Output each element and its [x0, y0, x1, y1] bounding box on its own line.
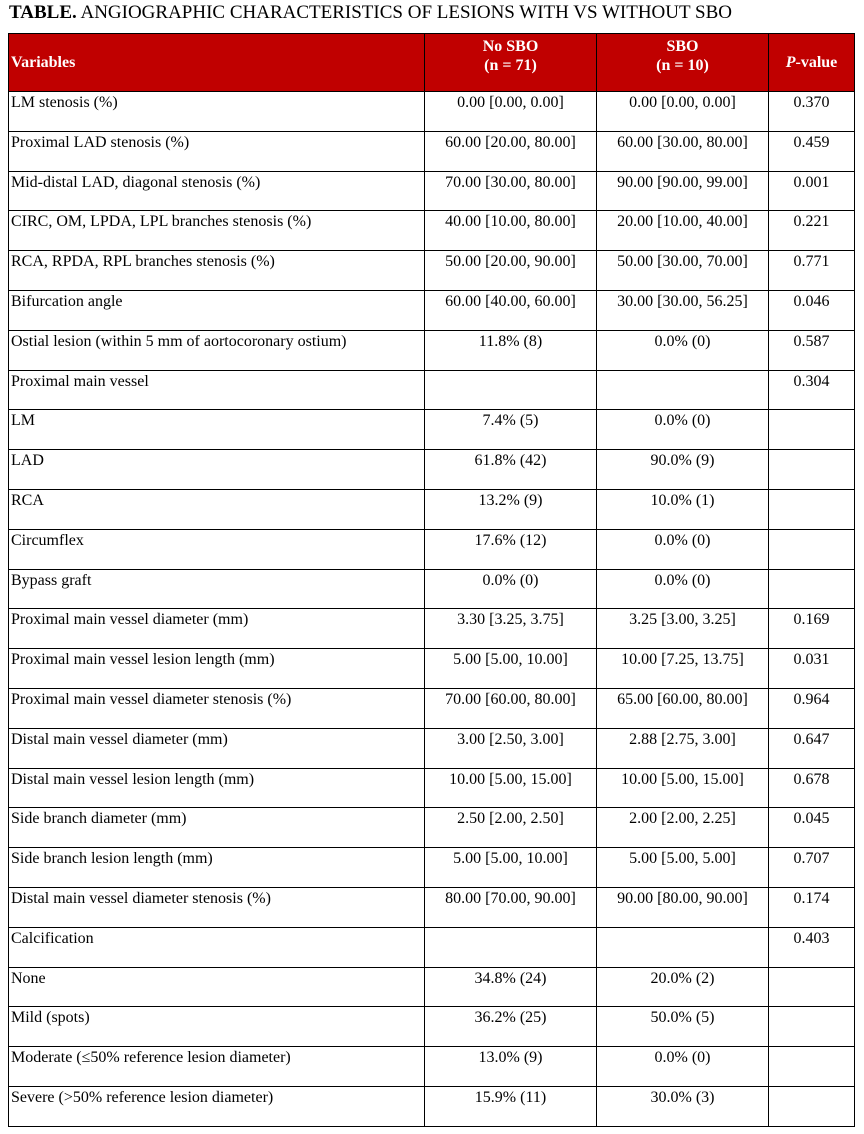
cell-variable: Bifurcation angle: [9, 290, 425, 330]
cell-sbo: 10.00 [5.00, 15.00]: [597, 768, 769, 808]
cell-sbo: [597, 927, 769, 967]
cell-sbo: 0.0% (0): [597, 569, 769, 609]
cell-sbo: [597, 370, 769, 410]
cell-p-value: [769, 967, 855, 1007]
cell-no-sbo: 2.50 [2.00, 2.50]: [425, 808, 597, 848]
table-row: [9, 1007, 855, 1047]
table-row: [9, 1047, 855, 1087]
cell-sbo: 30.00 [30.00, 56.25]: [597, 290, 769, 330]
cell-no-sbo: 60.00 [40.00, 60.00]: [425, 290, 597, 330]
table-row: [9, 330, 855, 370]
cell-p-value: 0.031: [769, 649, 855, 689]
table-row: [9, 649, 855, 689]
cell-p-value: 0.046: [769, 290, 855, 330]
cell-p-value: 0.707: [769, 848, 855, 888]
cell-p-value: [769, 1007, 855, 1047]
header-sbo-label: SBO: [666, 38, 699, 55]
cell-sbo: 50.00 [30.00, 70.00]: [597, 251, 769, 291]
cell-sbo: 50.0% (5): [597, 1007, 769, 1047]
header-no-sbo: [425, 34, 597, 92]
cell-no-sbo: 34.8% (24): [425, 967, 597, 1007]
table-row: [9, 171, 855, 211]
cell-variable: Moderate (≤50% reference lesion diameter): [9, 1047, 425, 1087]
cell-variable: Mild (spots): [9, 1007, 425, 1047]
table-row: [9, 967, 855, 1007]
table-header: [9, 34, 855, 92]
cell-no-sbo: 11.8% (8): [425, 330, 597, 370]
cell-variable: Distal main vessel diameter stenosis (%): [9, 887, 425, 927]
cell-sbo: 65.00 [60.00, 80.00]: [597, 688, 769, 728]
cell-p-value: [769, 1086, 855, 1126]
cell-no-sbo: 50.00 [20.00, 90.00]: [425, 251, 597, 291]
cell-p-value: 0.647: [769, 728, 855, 768]
table-row: [9, 609, 855, 649]
cell-variable: Distal main vessel diameter (mm): [9, 728, 425, 768]
cell-variable: Proximal main vessel diameter stenosis (%): [9, 688, 425, 728]
table-row: [9, 290, 855, 330]
cell-variable: Proximal LAD stenosis (%): [9, 131, 425, 171]
header-row: [9, 34, 855, 92]
cell-p-value: 0.174: [769, 887, 855, 927]
cell-sbo: 3.25 [3.00, 3.25]: [597, 609, 769, 649]
table-body: [9, 92, 855, 1127]
table-row: [9, 1086, 855, 1126]
cell-p-value: [769, 489, 855, 529]
cell-p-value: 0.221: [769, 211, 855, 251]
cell-p-value: 0.459: [769, 131, 855, 171]
cell-variable: None: [9, 967, 425, 1007]
cell-p-value: [769, 529, 855, 569]
cell-sbo: 2.00 [2.00, 2.25]: [597, 808, 769, 848]
cell-sbo: 0.0% (0): [597, 1047, 769, 1087]
cell-sbo: 5.00 [5.00, 5.00]: [597, 848, 769, 888]
cell-no-sbo: [425, 927, 597, 967]
table-row: [9, 92, 855, 132]
cell-p-value: 0.001: [769, 171, 855, 211]
cell-sbo: 10.00 [7.25, 13.75]: [597, 649, 769, 689]
table-row: [9, 887, 855, 927]
header-no-sbo-n: (n = 71): [484, 57, 537, 74]
cell-no-sbo: 0.0% (0): [425, 569, 597, 609]
cell-variable: Proximal main vessel lesion length (mm): [9, 649, 425, 689]
cell-variable: Mid-distal LAD, diagonal stenosis (%): [9, 171, 425, 211]
table-row: [9, 688, 855, 728]
cell-sbo: 90.0% (9): [597, 450, 769, 490]
table-row: [9, 131, 855, 171]
table-title-text: ANGIOGRAPHIC CHARACTERISTICS OF LESIONS WITH VS WITHOUT SBO: [76, 2, 732, 23]
cell-p-value: 0.169: [769, 609, 855, 649]
cell-sbo: 0.00 [0.00, 0.00]: [597, 92, 769, 132]
cell-sbo: 0.0% (0): [597, 330, 769, 370]
cell-sbo: 20.0% (2): [597, 967, 769, 1007]
cell-no-sbo: 0.00 [0.00, 0.00]: [425, 92, 597, 132]
cell-no-sbo: 70.00 [60.00, 80.00]: [425, 688, 597, 728]
cell-variable: Circumflex: [9, 529, 425, 569]
table-row: [9, 251, 855, 291]
cell-p-value: 0.370: [769, 92, 855, 132]
table-title-prefix: TABLE.: [9, 2, 77, 23]
table-row: [9, 529, 855, 569]
cell-no-sbo: 10.00 [5.00, 15.00]: [425, 768, 597, 808]
table-row: [9, 211, 855, 251]
header-p-value: [769, 34, 855, 92]
header-p-italic: P: [785, 54, 796, 71]
cell-p-value: 0.678: [769, 768, 855, 808]
cell-variable: LM stenosis (%): [9, 92, 425, 132]
cell-sbo: 20.00 [10.00, 40.00]: [597, 211, 769, 251]
cell-variable: RCA, RPDA, RPL branches stenosis (%): [9, 251, 425, 291]
header-p-rest: -value: [795, 54, 838, 71]
table-row: [9, 808, 855, 848]
cell-no-sbo: 13.2% (9): [425, 489, 597, 529]
header-no-sbo-label: No SBO: [482, 38, 539, 55]
cell-no-sbo: 17.6% (12): [425, 529, 597, 569]
cell-sbo: 0.0% (0): [597, 410, 769, 450]
cell-variable: Distal main vessel lesion length (mm): [9, 768, 425, 808]
cell-no-sbo: 7.4% (5): [425, 410, 597, 450]
cell-variable: Proximal main vessel: [9, 370, 425, 410]
header-sbo-n: (n = 10): [656, 57, 709, 74]
cell-variable: Ostial lesion (within 5 mm of aortocoronary ostium): [9, 330, 425, 370]
cell-variable: Side branch diameter (mm): [9, 808, 425, 848]
table-row: [9, 370, 855, 410]
cell-p-value: 0.403: [769, 927, 855, 967]
cell-no-sbo: 70.00 [30.00, 80.00]: [425, 171, 597, 211]
table-row: [9, 768, 855, 808]
cell-variable: RCA: [9, 489, 425, 529]
cell-no-sbo: [425, 370, 597, 410]
header-sbo: [597, 34, 769, 92]
cell-p-value: [769, 1047, 855, 1087]
cell-p-value: [769, 569, 855, 609]
table-row: [9, 410, 855, 450]
table-title: [9, 2, 732, 24]
table-row: [9, 569, 855, 609]
cell-sbo: 30.0% (3): [597, 1086, 769, 1126]
cell-variable: Calcification: [9, 927, 425, 967]
cell-sbo: 0.0% (0): [597, 529, 769, 569]
cell-variable: Bypass graft: [9, 569, 425, 609]
cell-p-value: 0.045: [769, 808, 855, 848]
table-row: [9, 728, 855, 768]
cell-no-sbo: 3.00 [2.50, 3.00]: [425, 728, 597, 768]
cell-no-sbo: 13.0% (9): [425, 1047, 597, 1087]
cell-p-value: 0.304: [769, 370, 855, 410]
cell-no-sbo: 3.30 [3.25, 3.75]: [425, 609, 597, 649]
cell-no-sbo: 40.00 [10.00, 80.00]: [425, 211, 597, 251]
cell-p-value: 0.964: [769, 688, 855, 728]
cell-sbo: 60.00 [30.00, 80.00]: [597, 131, 769, 171]
cell-no-sbo: 60.00 [20.00, 80.00]: [425, 131, 597, 171]
table-row: [9, 927, 855, 967]
header-variables: Variables: [9, 34, 425, 92]
cell-variable: Proximal main vessel diameter (mm): [9, 609, 425, 649]
cell-no-sbo: 5.00 [5.00, 10.00]: [425, 649, 597, 689]
cell-variable: CIRC, OM, LPDA, LPL branches stenosis (%): [9, 211, 425, 251]
table-row: [9, 848, 855, 888]
cell-p-value: 0.771: [769, 251, 855, 291]
results-table: [8, 33, 855, 1127]
cell-no-sbo: 36.2% (25): [425, 1007, 597, 1047]
cell-no-sbo: 5.00 [5.00, 10.00]: [425, 848, 597, 888]
cell-no-sbo: 80.00 [70.00, 90.00]: [425, 887, 597, 927]
cell-variable: Severe (>50% reference lesion diameter): [9, 1086, 425, 1126]
cell-p-value: [769, 410, 855, 450]
cell-sbo: 90.00 [90.00, 99.00]: [597, 171, 769, 211]
cell-no-sbo: 15.9% (11): [425, 1086, 597, 1126]
table-row: [9, 489, 855, 529]
cell-variable: LAD: [9, 450, 425, 490]
cell-sbo: 10.0% (1): [597, 489, 769, 529]
cell-p-value: 0.587: [769, 330, 855, 370]
cell-variable: LM: [9, 410, 425, 450]
cell-no-sbo: 61.8% (42): [425, 450, 597, 490]
cell-p-value: [769, 450, 855, 490]
cell-variable: Side branch lesion length (mm): [9, 848, 425, 888]
cell-sbo: 2.88 [2.75, 3.00]: [597, 728, 769, 768]
table-row: [9, 450, 855, 490]
cell-sbo: 90.00 [80.00, 90.00]: [597, 887, 769, 927]
